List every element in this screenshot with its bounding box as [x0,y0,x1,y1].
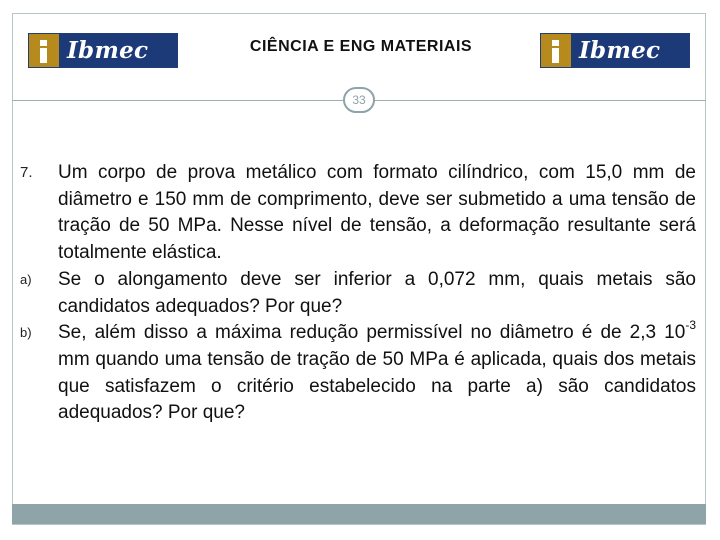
page-number-badge: 33 [343,87,375,113]
logo-left-text: Ibmec [59,34,177,67]
part-a-item [20,267,700,320]
part-b-text-end: mm quando uma tensão de tração de 50 MPa é aplicada, quais dos metais que satisfazem o critério estabelecido na parte a) são candidatos adequados? Por que? [58,348,696,424]
footer-bar [12,504,706,524]
page-title: CIÊNCIA E ENG MATERIAIS [249,38,473,55]
question-text: Um corpo de prova metálico com formato cilíndrico, com 15,0 mm de diâmetro e 150 mm de comprimento, deve ser submetido a uma tensão de tração de 50 MPa. Nesse nível de tensão, a deformação resultante será totalmente elástica. [58,162,696,264]
part-b-item [20,317,700,427]
part-b-marker: b) [20,325,32,341]
question-item [20,160,700,267]
part-a-marker: a) [20,271,32,287]
part-b-text-start: Se, além disso a máxima redução permissível no diâmetro é de 2,3 10 [58,322,686,344]
question-number: 7. [20,164,33,181]
part-b-exponent: -3 [685,317,696,332]
part-a-text: Se o alongamento deve ser inferior a 0,072 mm, quais metais são candidatos adequados? Por que? [58,268,696,317]
ibmec-logo-left [28,33,178,68]
part-b-text [58,317,700,427]
ibmec-logo-mark [541,34,571,67]
ibmec-logo-mark [29,34,59,67]
slide-content [20,160,700,427]
ibmec-logo-right [540,33,690,68]
logo-right-text: Ibmec [571,34,689,67]
